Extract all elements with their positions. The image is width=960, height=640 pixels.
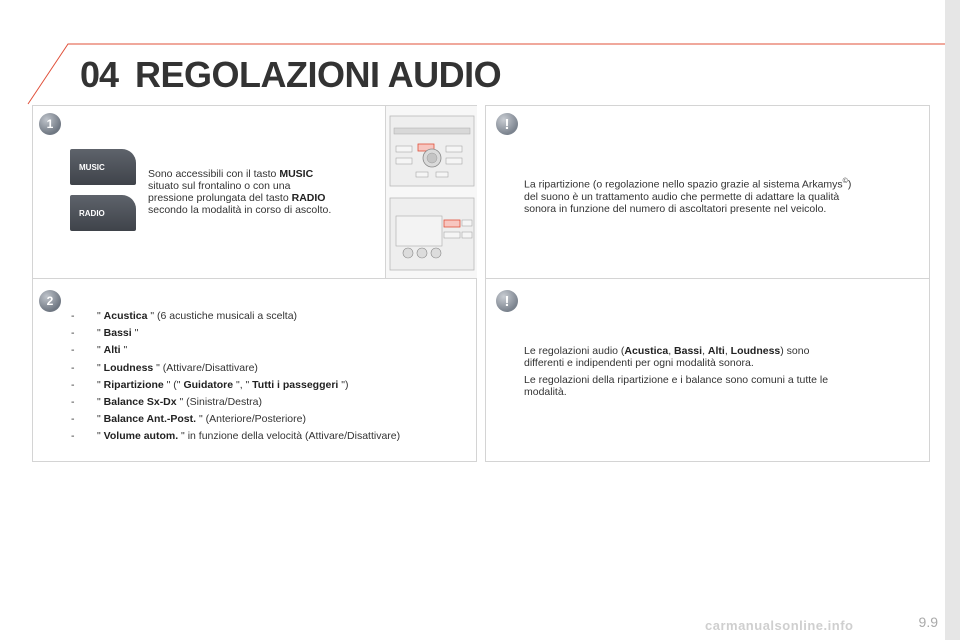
settings-list xyxy=(71,308,400,446)
list-item: - " Acustica " (6 acustiche musicali a scelta) xyxy=(71,310,298,322)
chapter-number: 04 xyxy=(80,54,119,95)
notice-paragraph-2: Le regolazioni della ripartizione e i balance sono comuni a tutte le modalità. xyxy=(524,374,829,398)
step-1-badge: 1 xyxy=(39,113,61,135)
music-key-image: MUSIC xyxy=(70,149,136,185)
notice-settings xyxy=(486,279,929,461)
section-settings-list xyxy=(33,279,476,461)
notice-paragraph-1: Le regolazioni audio (Acustica, Bassi, Alti, Loudness) sono differenti e indipendenti per ogni modalità sonora. xyxy=(524,345,810,369)
step-2-badge: 2 xyxy=(39,290,61,312)
watermark: carmanualsonline.info xyxy=(705,618,854,633)
page-number: 9.9 xyxy=(918,614,938,630)
dashboard-photo xyxy=(385,106,477,278)
list-item: - " Volume autom. " in funzione della velocità (Attivare/Disattivare) xyxy=(71,430,401,443)
list-item: - " Balance Sx-Dx " (Sinistra/Destra) xyxy=(71,395,263,408)
list-item: - " Ripartizione " (" Guidatore ", " Tutti i passeggeri ") xyxy=(71,378,349,391)
list-item: - " Alti " xyxy=(71,344,128,357)
settings-notice-text xyxy=(524,345,924,398)
warning-icon: ! xyxy=(496,113,518,135)
audio-unit-illustration xyxy=(386,106,477,278)
list-item: - " Bassi " xyxy=(71,327,139,340)
list-item: - " Balance Ant.-Post. " (Anteriore/Posteriore) xyxy=(71,413,306,426)
left-panel xyxy=(32,105,477,462)
list-item: - " Loudness " (Attivare/Disattivare) xyxy=(71,361,258,374)
section-access-keys xyxy=(33,106,476,278)
radio-key-image: RADIO xyxy=(70,195,136,231)
arkamys-description: La ripartizione (o regolazione nello spazio grazie al sistema Arkamys©) del suono è un trattamento audio che permette di adattare la qualità sonora in funzione del numero di ascoltatori presente nel veicolo. xyxy=(524,178,852,215)
notice-arkamys xyxy=(486,106,929,278)
right-panel xyxy=(485,105,930,462)
page-title: REGOLAZIONI AUDIO xyxy=(135,54,502,95)
access-description: Sono accessibili con il tasto MUSIC situato sul frontalino o con una pressione prolungata del tasto RADIO secondo la modalità in corso di ascolto. xyxy=(148,168,332,216)
warning-icon: ! xyxy=(496,290,518,312)
